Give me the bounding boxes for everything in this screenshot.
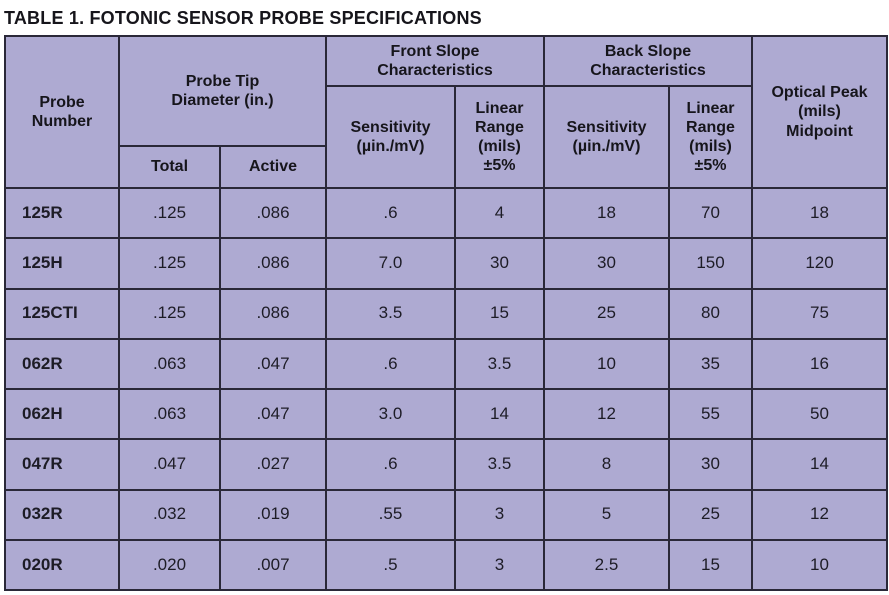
active-diameter-cell: .047 bbox=[220, 339, 326, 389]
front-linear-range-cell: 4 bbox=[455, 188, 544, 238]
header-total: Total bbox=[119, 146, 220, 188]
probe-number-cell: 062R bbox=[5, 339, 119, 389]
total-diameter-cell: .032 bbox=[119, 490, 220, 540]
header-front-linear-range: Linear Range (mils) ±5% bbox=[455, 86, 544, 188]
back-linear-range-cell: 25 bbox=[669, 490, 752, 540]
probe-number-cell: 020R bbox=[5, 540, 119, 590]
header-active: Active bbox=[220, 146, 326, 188]
active-diameter-cell: .086 bbox=[220, 238, 326, 288]
table-row bbox=[5, 540, 887, 590]
front-sensitivity-cell: .55 bbox=[326, 490, 455, 540]
front-linear-range-cell: 3 bbox=[455, 540, 544, 590]
optical-peak-cell: 75 bbox=[752, 289, 887, 339]
front-linear-range-cell: 30 bbox=[455, 238, 544, 288]
total-diameter-cell: .063 bbox=[119, 339, 220, 389]
front-linear-range-cell: 15 bbox=[455, 289, 544, 339]
header-back-slope-characteristics: Back Slope Characteristics bbox=[544, 36, 752, 86]
total-diameter-cell: .047 bbox=[119, 439, 220, 489]
header-optical-peak-midpoint: Optical Peak (mils) Midpoint bbox=[752, 36, 887, 188]
probe-number-cell: 125CTI bbox=[5, 289, 119, 339]
total-diameter-cell: .125 bbox=[119, 238, 220, 288]
header-probe-tip-diameter: Probe Tip Diameter (in.) bbox=[119, 36, 326, 146]
active-diameter-cell: .086 bbox=[220, 188, 326, 238]
table-row bbox=[5, 389, 887, 439]
header-front-sensitivity: Sensitivity (µin./mV) bbox=[326, 86, 455, 188]
optical-peak-cell: 50 bbox=[752, 389, 887, 439]
front-sensitivity-cell: 3.5 bbox=[326, 289, 455, 339]
total-diameter-cell: .063 bbox=[119, 389, 220, 439]
optical-peak-cell: 16 bbox=[752, 339, 887, 389]
active-diameter-cell: .027 bbox=[220, 439, 326, 489]
optical-peak-cell: 18 bbox=[752, 188, 887, 238]
back-sensitivity-cell: 10 bbox=[544, 339, 669, 389]
back-sensitivity-cell: 18 bbox=[544, 188, 669, 238]
header-back-sensitivity: Sensitivity (µin./mV) bbox=[544, 86, 669, 188]
table-row bbox=[5, 188, 887, 238]
active-diameter-cell: .019 bbox=[220, 490, 326, 540]
probe-number-cell: 032R bbox=[5, 490, 119, 540]
probe-specifications-table bbox=[4, 35, 888, 591]
header-front-slope-characteristics: Front Slope Characteristics bbox=[326, 36, 544, 86]
front-sensitivity-cell: .6 bbox=[326, 339, 455, 389]
active-diameter-cell: .086 bbox=[220, 289, 326, 339]
table-row bbox=[5, 439, 887, 489]
total-diameter-cell: .125 bbox=[119, 289, 220, 339]
back-sensitivity-cell: 8 bbox=[544, 439, 669, 489]
back-linear-range-cell: 70 bbox=[669, 188, 752, 238]
probe-number-cell: 125R bbox=[5, 188, 119, 238]
front-sensitivity-cell: .5 bbox=[326, 540, 455, 590]
optical-peak-cell: 12 bbox=[752, 490, 887, 540]
optical-peak-cell: 10 bbox=[752, 540, 887, 590]
table-title: TABLE 1. FOTONIC SENSOR PROBE SPECIFICATIONS bbox=[4, 8, 482, 28]
probe-number-cell: 047R bbox=[5, 439, 119, 489]
back-linear-range-cell: 35 bbox=[669, 339, 752, 389]
table-row bbox=[5, 490, 887, 540]
front-linear-range-cell: 3.5 bbox=[455, 439, 544, 489]
table-row bbox=[5, 339, 887, 389]
table-row bbox=[5, 289, 887, 339]
back-sensitivity-cell: 2.5 bbox=[544, 540, 669, 590]
probe-number-cell: 062H bbox=[5, 389, 119, 439]
front-linear-range-cell: 3 bbox=[455, 490, 544, 540]
back-sensitivity-cell: 25 bbox=[544, 289, 669, 339]
active-diameter-cell: .047 bbox=[220, 389, 326, 439]
front-sensitivity-cell: 3.0 bbox=[326, 389, 455, 439]
back-linear-range-cell: 80 bbox=[669, 289, 752, 339]
back-linear-range-cell: 15 bbox=[669, 540, 752, 590]
header-back-linear-range: Linear Range (mils) ±5% bbox=[669, 86, 752, 188]
table-row bbox=[5, 238, 887, 288]
back-linear-range-cell: 150 bbox=[669, 238, 752, 288]
optical-peak-cell: 120 bbox=[752, 238, 887, 288]
back-sensitivity-cell: 5 bbox=[544, 490, 669, 540]
front-linear-range-cell: 14 bbox=[455, 389, 544, 439]
optical-peak-cell: 14 bbox=[752, 439, 887, 489]
back-linear-range-cell: 55 bbox=[669, 389, 752, 439]
total-diameter-cell: .125 bbox=[119, 188, 220, 238]
front-sensitivity-cell: .6 bbox=[326, 188, 455, 238]
total-diameter-cell: .020 bbox=[119, 540, 220, 590]
front-sensitivity-cell: 7.0 bbox=[326, 238, 455, 288]
back-linear-range-cell: 30 bbox=[669, 439, 752, 489]
front-linear-range-cell: 3.5 bbox=[455, 339, 544, 389]
header-probe-number: Probe Number bbox=[5, 36, 119, 188]
back-sensitivity-cell: 30 bbox=[544, 238, 669, 288]
active-diameter-cell: .007 bbox=[220, 540, 326, 590]
front-sensitivity-cell: .6 bbox=[326, 439, 455, 489]
back-sensitivity-cell: 12 bbox=[544, 389, 669, 439]
probe-number-cell: 125H bbox=[5, 238, 119, 288]
